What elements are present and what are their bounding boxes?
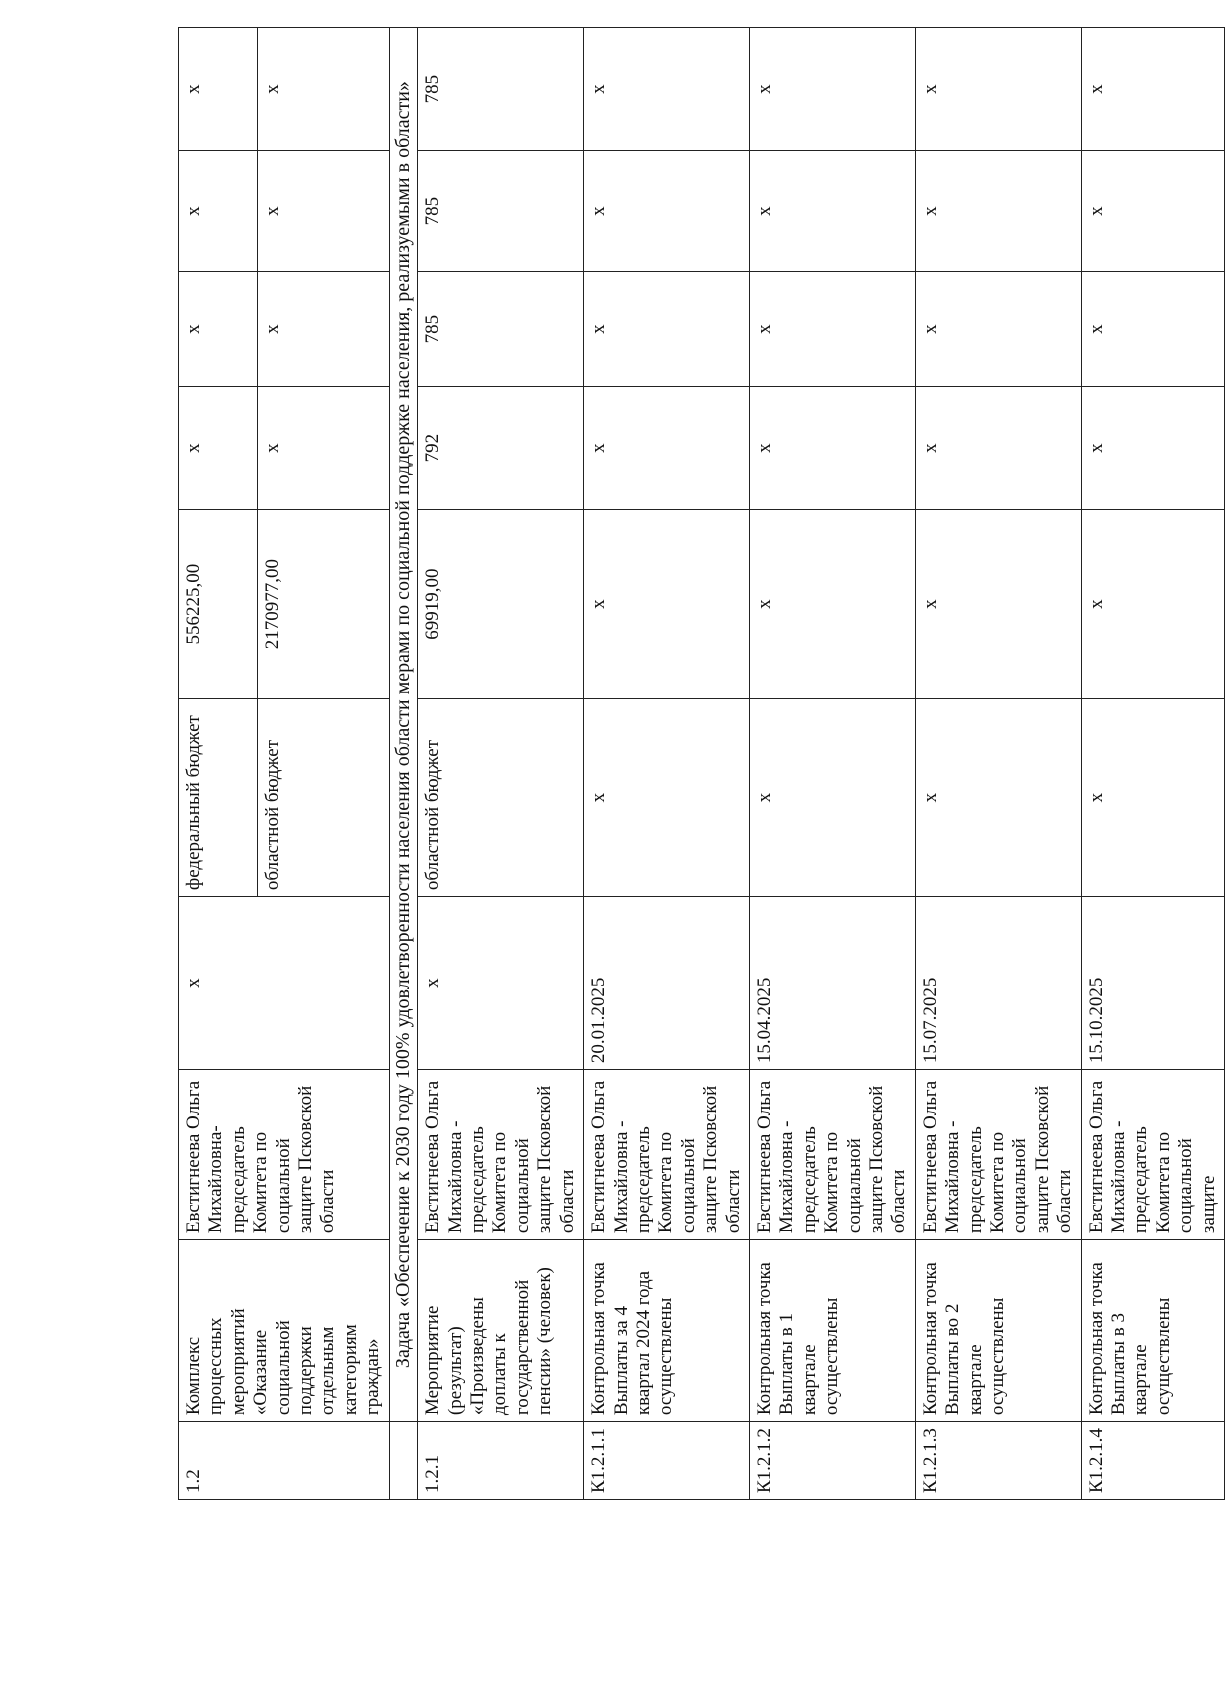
row-name: Комплекс процессных мероприятий «Оказание социальной поддержки отдельным категориям граждан» [179, 1240, 390, 1422]
value-cell: х [749, 28, 915, 151]
row-date: 15.04.2025 [749, 897, 915, 1070]
plan-table [178, 27, 1225, 1500]
value-cell: 792 [418, 387, 584, 510]
value-cell: х [584, 151, 750, 272]
value-cell: х [258, 151, 389, 272]
table-row [1081, 28, 1224, 1500]
value-cell: х [749, 272, 915, 387]
funding-amount: х [915, 510, 1081, 699]
value-cell: х [179, 151, 258, 272]
value-cell: х [1081, 28, 1224, 151]
task-text: Задача «Обеспечение к 2030 году 100% удовлетворенности населения области мерами по социальной поддержке населения, реализуемыми в области» [389, 28, 418, 1422]
row-name: Контрольная точка Выплаты за 4 квартал 2024 года осуществлены [584, 1240, 750, 1422]
row-date: х [418, 897, 584, 1070]
row-name: Контрольная точка Выплаты в 1 квартале осуществлены [749, 1240, 915, 1422]
row-number: К1.2.1.1 [584, 1422, 750, 1500]
task-spacer [389, 1422, 418, 1500]
table-row [915, 28, 1081, 1500]
funding-amount: 69919,00 [418, 510, 584, 699]
value-cell: х [749, 387, 915, 510]
value-cell: х [1081, 151, 1224, 272]
value-cell: х [584, 272, 750, 387]
value-cell: х [258, 272, 389, 387]
row-responsible: Евстигнеева Ольга Михайловна- председатель Комитета по социальной защите Псковской области [179, 1070, 390, 1240]
task-row [389, 28, 418, 1500]
funding-source: х [584, 699, 750, 897]
row-number: К1.2.1.2 [749, 1422, 915, 1500]
value-cell: х [1081, 272, 1224, 387]
row-responsible: Евстигнеева Ольга Михайловна - председатель Комитета по социальной защите Псковской области [584, 1070, 750, 1240]
row-name: Контрольная точка Выплаты в 3 квартале осуществлены [1081, 1240, 1224, 1422]
row-number: 1.2 [179, 1422, 390, 1500]
row-responsible: Евстигнеева Ольга Михайловна - председатель Комитета по социальной защите [1081, 1070, 1224, 1240]
value-cell: х [915, 272, 1081, 387]
funding-amount: 2170977,00 [258, 510, 389, 699]
funding-source: федеральный бюджет [179, 699, 258, 897]
funding-source: областной бюджет [258, 699, 389, 897]
funding-amount: 556225,00 [179, 510, 258, 699]
value-cell: х [584, 28, 750, 151]
table-row [418, 28, 584, 1500]
row-number: К1.2.1.3 [915, 1422, 1081, 1500]
funding-amount: х [749, 510, 915, 699]
value-cell: х [258, 387, 389, 510]
row-date: 15.10.2025 [1081, 897, 1224, 1070]
row-number: К1.2.1.4 [1081, 1422, 1224, 1500]
funding-source: х [749, 699, 915, 897]
funding-source: х [915, 699, 1081, 897]
value-cell: х [584, 387, 750, 510]
row-responsible: Евстигнеева Ольга Михайловна - председатель Комитета по социальной защите Псковской области [749, 1070, 915, 1240]
value-cell: х [915, 28, 1081, 151]
value-cell: х [179, 28, 258, 151]
value-cell: х [179, 272, 258, 387]
row-date: х [179, 897, 390, 1070]
value-cell: х [258, 28, 389, 151]
funding-amount: х [584, 510, 750, 699]
value-cell: х [1081, 387, 1224, 510]
value-cell: х [915, 151, 1081, 272]
table-row [749, 28, 915, 1500]
funding-source: х [1081, 699, 1224, 897]
row-name: Контрольная точка Выплаты во 2 квартале осуществлены [915, 1240, 1081, 1422]
funding-amount: х [1081, 510, 1224, 699]
table-row [584, 28, 750, 1500]
value-cell: 785 [418, 151, 584, 272]
table-row [179, 28, 258, 1500]
funding-source: областной бюджет [418, 699, 584, 897]
row-date: 20.01.2025 [584, 897, 750, 1070]
value-cell: х [915, 387, 1081, 510]
row-responsible: Евстигнеева Ольга Михайловна - председатель Комитета по социальной защите Псковской области [915, 1070, 1081, 1240]
row-date: 15.07.2025 [915, 897, 1081, 1070]
row-name: Мероприятие (результат) «Произведены доплаты к государственной пенсии» (человек) [418, 1240, 584, 1422]
row-responsible: Евстигнеева Ольга Михайловна - председатель Комитета по социальной защите Псковской области [418, 1070, 584, 1240]
value-cell: х [749, 151, 915, 272]
row-number: 1.2.1 [418, 1422, 584, 1500]
value-cell: 785 [418, 28, 584, 151]
value-cell: х [179, 387, 258, 510]
value-cell: 785 [418, 272, 584, 387]
